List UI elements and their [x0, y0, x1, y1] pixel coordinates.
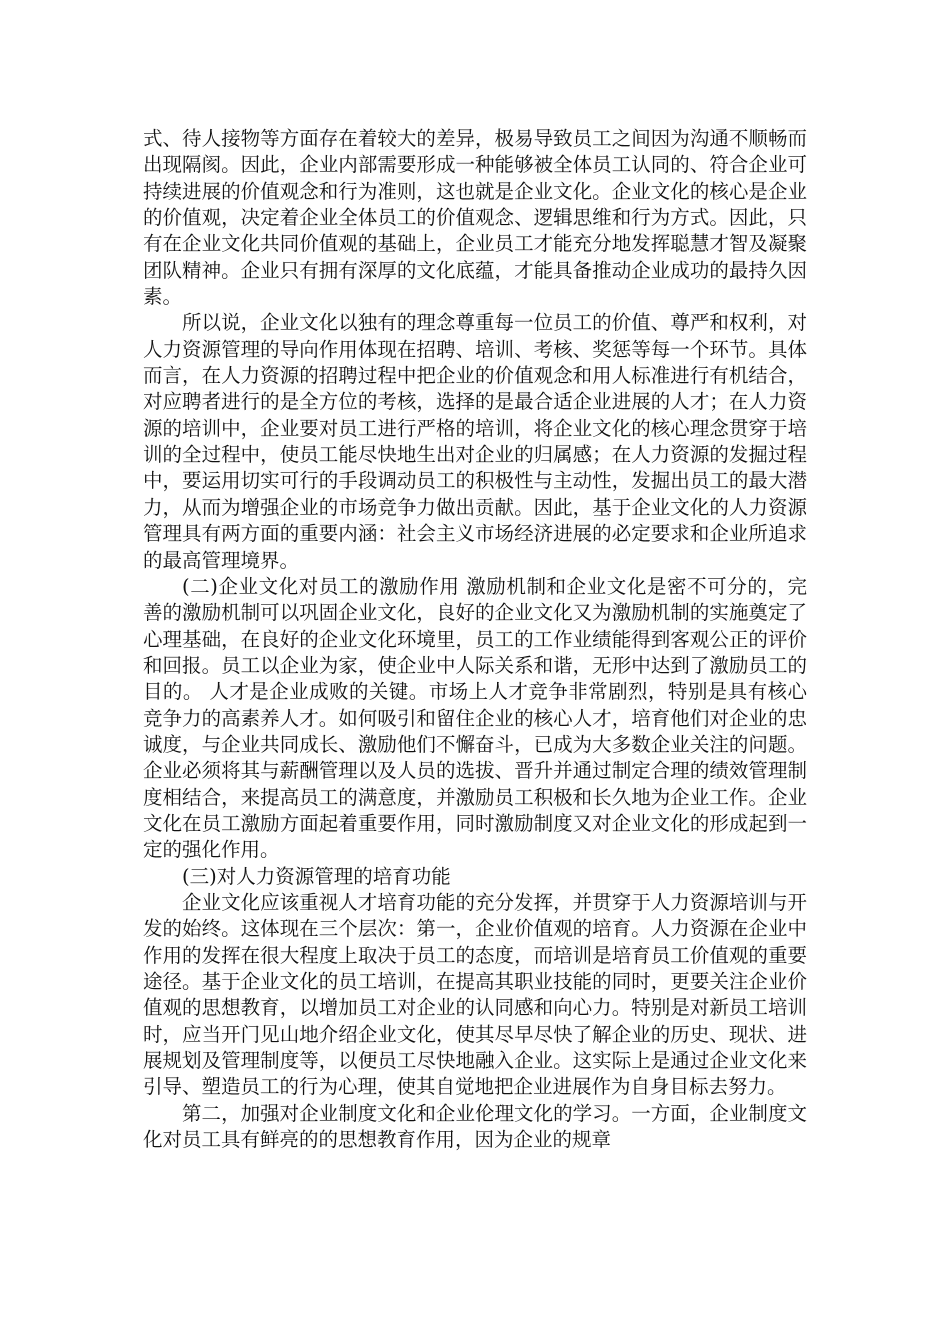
paragraph-5: 第二，加强对企业制度文化和企业伦理文化的学习。一方面，企业制度文化对员工具有鲜亮的的思想教育作用，因为企业的规章	[143, 1101, 807, 1152]
paragraph-3-section-2: (二)企业文化对员工的激励作用 激励机制和企业文化是密不可分的，完善的激励机制可以巩固企业文化，良好的企业文化又为激励机制的实施奠定了心理基础，在良好的企业文化环境里，员工的工作业绩能得到客观公正的评价和回报。员工以企业为家，使企业中人际关系和谐，无形中达到了激励员工的目的。 人才是企业成败的关键。市场上人才竞争非常剧烈，特别是具有核心竞争力的高素养人才。如何吸引和留住企业的核心人才，培育他们对企业的忠诚度，与企业共同成长、激励他们不懈奋斗，已成为大多数企业关注的问题。企业必须将其与薪酬管理以及人员的选拔、晋升并通过制定合理的绩效管理制度相结合，来提高员工的满意度，并激励员工积极和长久地为企业工作。企业文化在员工激励方面起着重要作用，同时激励制度又对企业文化的形成起到一定的强化作用。	[143, 574, 807, 862]
paragraph-4: 企业文化应该重视人才培育功能的充分发挥，并贯穿于人力资源培训与开发的始终。这体现在三个层次：第一，企业价值观的培育。人力资源在企业中作用的发挥在很大程度上取决于员工的态度，而培训是培育员工价值观的重要途径。基于企业文化的员工培训，在提高其职业技能的同时，更要关注企业价值观的思想教育，以增加员工对企业的认同感和向心力。特别是对新员工培训时，应当开门见山地介绍企业文化，使其尽早尽快了解企业的历史、现状、进展规划及管理制度等，以便员工尽快地融入企业。这实际上是通过企业文化来引导、塑造员工的行为心理，使其自觉地把企业进展作为自身目标去努力。	[143, 890, 807, 1099]
section-3-heading: (三)对人力资源管理的培育功能	[182, 864, 451, 888]
document-body	[143, 126, 807, 1153]
paragraph-2: 所以说，企业文化以独有的理念尊重每一位员工的价值、尊严和权利，对人力资源管理的导向作用体现在招聘、培训、考核、奖惩等每一个环节。具体而言，在人力资源的招聘过程中把企业的价值观念和用人标准进行有机结合，对应聘者进行的是全方位的考核，选择的是最合适企业进展的人才；在人力资源的培训中，企业要对员工进行严格的培训，将企业文化的核心理念贯穿于培训的全过程中，使员工能尽快地生出对企业的归属感；在人力资源的发掘过程中，要运用切实可行的手段调动员工的积极性与主动性，发掘出员工的最大潜力，从而为增强企业的市场竞争力做出贡献。因此，基于企业文化的人力资源管理具有两方面的重要内涵：社会主义市场经济进展的必定要求和企业所追求的最高管理境界。	[143, 311, 807, 572]
paragraph-1: 式、待人接物等方面存在着较大的差异，极易导致员工之间因为沟通不顺畅而出现隔阂。因此，企业内部需要形成一种能够被全体员工认同的、符合企业可持续进展的价值观念和行为准则，这也就是企业文化。企业文化的核心是企业的价值观，决定着企业全体员工的价值观念、逻辑思维和行为方式。因此，只有在企业文化共同价值观的基础上，企业员工才能充分地发挥聪慧才智及凝聚团队精神。企业只有拥有深厚的文化底蕴，才能具备推动企业成功的最持久因素。	[143, 127, 807, 309]
